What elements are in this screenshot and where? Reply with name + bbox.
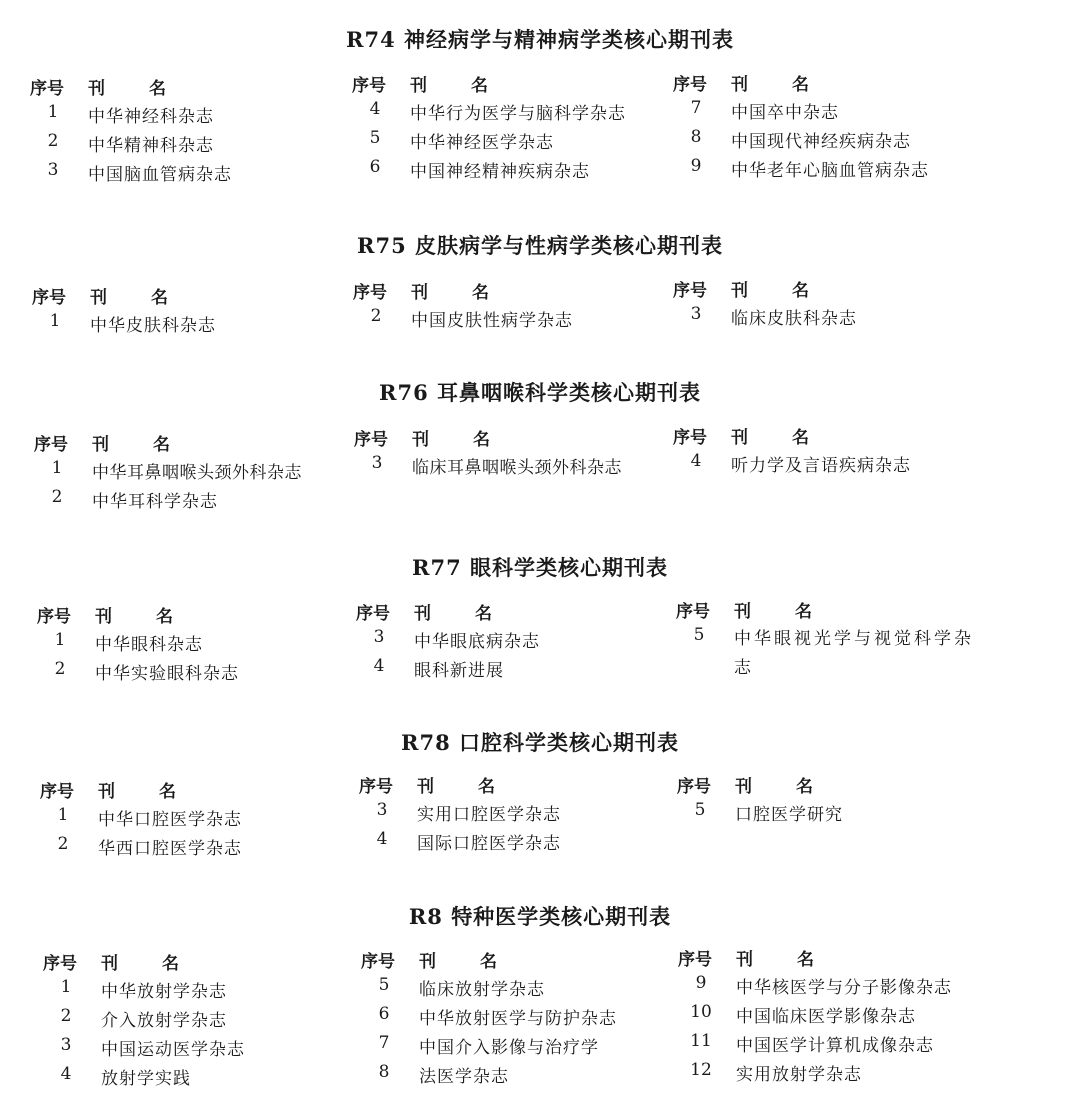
journal-name: 放射学实践 [101,1069,191,1089]
section-title: R75 皮肤病学与性病学类核心期刊表 [357,233,723,258]
header-name-char-2: 名 [149,79,166,99]
header-no-label: 序号 [676,602,710,622]
row-number: 1 [49,311,61,331]
column [356,599,676,685]
header-name-char-1: 刊 [101,954,118,974]
row-number: 5 [694,800,706,820]
header-name-char-2: 名 [151,288,168,308]
header-name-char-2: 名 [159,782,176,802]
table-row [43,1064,363,1093]
header-name-char-1: 刊 [417,777,434,797]
journal-name: 中国现代神经疾病杂志 [731,132,911,152]
journal-name: 中华放射医学与防护杂志 [419,1009,617,1029]
row-number: 6 [369,157,381,177]
row-number: 4 [369,99,381,119]
header-no-label: 序号 [30,79,64,99]
header-name-label [98,777,176,802]
header-name-char-2: 名 [472,283,489,303]
header-name-char-1: 刊 [731,75,748,95]
header-no-label: 序号 [673,428,707,448]
row-number: 4 [60,1064,72,1084]
header-name-char-2: 名 [162,954,179,974]
row-number: 5 [378,975,390,995]
row-number: 3 [371,453,383,473]
section-title: R77 眼科学类核心期刊表 [412,555,668,580]
row-number: 7 [378,1033,390,1053]
table-row [356,656,676,685]
column [359,772,679,858]
row-number: 1 [51,458,63,478]
section-title: R76 耳鼻咽喉科学类核心期刊表 [379,380,701,405]
journal-name: 中华眼视光学与视觉科学杂志 [734,629,974,678]
table-row [359,829,679,858]
header-name-char-2: 名 [796,777,813,797]
table-row [43,977,363,1006]
journal-name: 听力学及言语疾病杂志 [731,456,911,476]
section-title: R74 神经病学与精神病学类核心期刊表 [346,27,734,52]
column-header [43,949,363,977]
journal-name: 中华眼底病杂志 [414,632,540,652]
journal-name: 中国脑血管病杂志 [88,165,232,185]
header-name-char-2: 名 [792,281,809,301]
header-name-label [731,423,809,448]
table-row [673,98,993,127]
journal-name: 华西口腔医学杂志 [98,839,242,859]
journal-name: 中华神经科杂志 [88,107,214,127]
journal-name: 法医学杂志 [419,1067,509,1087]
journal-name: 临床皮肤科杂志 [731,309,857,329]
table-row [677,800,997,829]
row-number: 4 [373,656,385,676]
table-row [37,659,357,688]
header-name-char-2: 名 [795,602,812,622]
row-number: 5 [693,625,705,645]
header-name-char-2: 名 [153,435,170,455]
column-header [352,71,672,99]
journal-name: 实用放射学杂志 [736,1065,862,1085]
header-name-char-2: 名 [797,950,814,970]
table-row [361,975,681,1004]
row-number: 10 [690,1002,712,1022]
journal-name: 中国卒中杂志 [731,103,839,123]
table-row [361,1062,681,1091]
journal-name: 中华行为医学与脑科学杂志 [410,104,626,124]
column [678,945,998,1089]
table-row [673,156,993,185]
table-row [673,451,993,480]
row-number: 2 [60,1006,72,1026]
column-header [359,772,679,800]
table-row [354,453,674,482]
header-name-char-2: 名 [478,777,495,797]
row-number: 1 [54,630,66,650]
header-no-label: 序号 [673,281,707,301]
journal-name: 国际口腔医学杂志 [417,834,561,854]
journal-name: 中国神经精神疾病杂志 [410,162,590,182]
column [30,74,350,189]
table-row [40,834,360,863]
journal-name: 中华皮肤科杂志 [90,316,216,336]
column-header [356,599,676,627]
header-no-label: 序号 [40,782,74,802]
journal-name: 中华神经医学杂志 [410,133,554,153]
header-name-char-1: 刊 [92,435,109,455]
row-number: 1 [47,102,59,122]
column-header [673,423,993,451]
column-header [40,777,360,805]
journal-name: 中华精神科杂志 [88,136,214,156]
header-name-char-2: 名 [471,76,488,96]
header-name-char-1: 刊 [411,283,428,303]
header-name-char-2: 名 [156,607,173,627]
table-row [678,1031,998,1060]
table-row [352,99,672,128]
row-number: 6 [378,1004,390,1024]
header-no-label: 序号 [352,76,386,96]
header-name-label [101,949,179,974]
column-header [678,945,998,973]
journal-name: 中华眼科杂志 [95,635,203,655]
column [673,276,993,333]
table-row [40,805,360,834]
section-title: R8 特种医学类核心期刊表 [408,904,672,929]
column-header [353,278,673,306]
column-header [673,70,993,98]
row-number: 4 [690,451,702,471]
column-header [676,597,996,625]
header-name-char-1: 刊 [414,604,431,624]
row-number: 9 [695,973,707,993]
table-row [353,306,673,335]
table-row [34,487,354,516]
row-number: 2 [370,306,382,326]
column [37,602,357,688]
table-row [43,1035,363,1064]
header-no-label: 序号 [353,283,387,303]
row-number: 3 [60,1035,72,1055]
header-no-label: 序号 [37,607,71,627]
journal-name: 中华核医学与分子影像杂志 [736,978,952,998]
header-no-label: 序号 [34,435,68,455]
row-number: 2 [47,131,59,151]
header-name-char-1: 刊 [731,281,748,301]
table-row [676,625,996,683]
header-name-label [734,597,812,622]
column-header [677,772,997,800]
table-row [32,311,352,340]
row-number: 2 [57,834,69,854]
header-name-label [90,283,168,308]
table-row [30,102,350,131]
table-row [678,973,998,1002]
column [353,278,673,335]
header-name-label [736,945,814,970]
journal-name: 中华口腔医学杂志 [98,810,242,830]
header-name-label [735,772,813,797]
header-no-label: 序号 [354,430,388,450]
header-name-label [731,70,809,95]
row-number: 2 [54,659,66,679]
header-name-char-1: 刊 [736,950,753,970]
journal-name: 临床放射学杂志 [419,980,545,1000]
header-no-label: 序号 [361,952,395,972]
journal-name: 临床耳鼻咽喉头颈外科杂志 [412,458,622,478]
column-header [673,276,993,304]
header-name-char-1: 刊 [731,428,748,448]
journal-name: 中华耳科学杂志 [92,492,218,512]
header-name-char-2: 名 [480,952,497,972]
header-no-label: 序号 [673,75,707,95]
row-number: 3 [690,304,702,324]
column [673,423,993,480]
header-no-label: 序号 [678,950,712,970]
column [352,71,672,186]
column [361,947,681,1091]
row-number: 3 [373,627,385,647]
journal-name: 中华老年心脑血管病杂志 [731,161,929,181]
header-name-label [92,430,170,455]
journal-name: 实用口腔医学杂志 [417,805,561,825]
column-header [34,430,354,458]
header-name-label [414,599,492,624]
table-row [43,1006,363,1035]
header-name-char-1: 刊 [90,288,107,308]
row-number: 3 [47,160,59,180]
column [40,777,360,863]
column-header [30,74,350,102]
row-number: 2 [51,487,63,507]
header-name-char-2: 名 [792,75,809,95]
journal-name: 中华放射学杂志 [101,982,227,1002]
header-name-char-1: 刊 [95,607,112,627]
header-name-char-2: 名 [475,604,492,624]
row-number: 8 [690,127,702,147]
header-name-label [419,947,497,972]
table-row [678,1002,998,1031]
header-name-char-1: 刊 [88,79,105,99]
journal-name: 中国运动医学杂志 [101,1040,245,1060]
header-name-char-2: 名 [792,428,809,448]
header-name-label [95,602,173,627]
column [43,949,363,1093]
table-row [361,1004,681,1033]
header-name-label [411,278,489,303]
table-row [30,160,350,189]
section-title: R78 口腔科学类核心期刊表 [401,730,679,755]
journal-name: 中国临床医学影像杂志 [736,1007,916,1027]
table-row [30,131,350,160]
column-header [32,283,352,311]
table-row [359,800,679,829]
table-row [352,157,672,186]
journal-name: 中华耳鼻咽喉头颈外科杂志 [92,463,302,483]
table-row [678,1060,998,1089]
header-name-char-2: 名 [473,430,490,450]
row-number: 1 [60,977,72,997]
header-name-char-1: 刊 [734,602,751,622]
table-row [352,128,672,157]
column [677,772,997,829]
header-name-char-1: 刊 [98,782,115,802]
row-number: 5 [369,128,381,148]
column-header [37,602,357,630]
row-number: 4 [376,829,388,849]
column [676,597,996,683]
column [673,70,993,185]
column [34,430,354,516]
journal-name: 口腔医学研究 [735,805,843,825]
journal-name: 中华实验眼科杂志 [95,664,239,684]
journal-name: 眼科新进展 [414,661,504,681]
header-name-label [412,425,490,450]
header-name-label [417,772,495,797]
table-row [673,304,993,333]
header-name-label [731,276,809,301]
table-row [37,630,357,659]
header-no-label: 序号 [43,954,77,974]
table-row [356,627,676,656]
journal-name: 介入放射学杂志 [101,1011,227,1031]
table-row [34,458,354,487]
table-row [361,1033,681,1062]
header-no-label: 序号 [359,777,393,797]
header-name-label [410,71,488,96]
header-name-char-1: 刊 [410,76,427,96]
journal-name: 中国医学计算机成像杂志 [736,1036,934,1056]
header-name-label [88,74,166,99]
row-number: 1 [57,805,69,825]
row-number: 3 [376,800,388,820]
column [32,283,352,340]
row-number: 9 [690,156,702,176]
column-header [361,947,681,975]
row-number: 12 [690,1060,712,1080]
header-no-label: 序号 [32,288,66,308]
table-row [673,127,993,156]
column-header [354,425,674,453]
column [354,425,674,482]
journal-name: 中国皮肤性病学杂志 [411,311,573,331]
header-name-char-1: 刊 [412,430,429,450]
row-number: 11 [690,1031,712,1051]
header-no-label: 序号 [677,777,711,797]
row-number: 8 [378,1062,390,1082]
header-no-label: 序号 [356,604,390,624]
journal-name: 中国介入影像与治疗学 [419,1038,599,1058]
row-number: 7 [690,98,702,118]
header-name-char-1: 刊 [735,777,752,797]
header-name-char-1: 刊 [419,952,436,972]
